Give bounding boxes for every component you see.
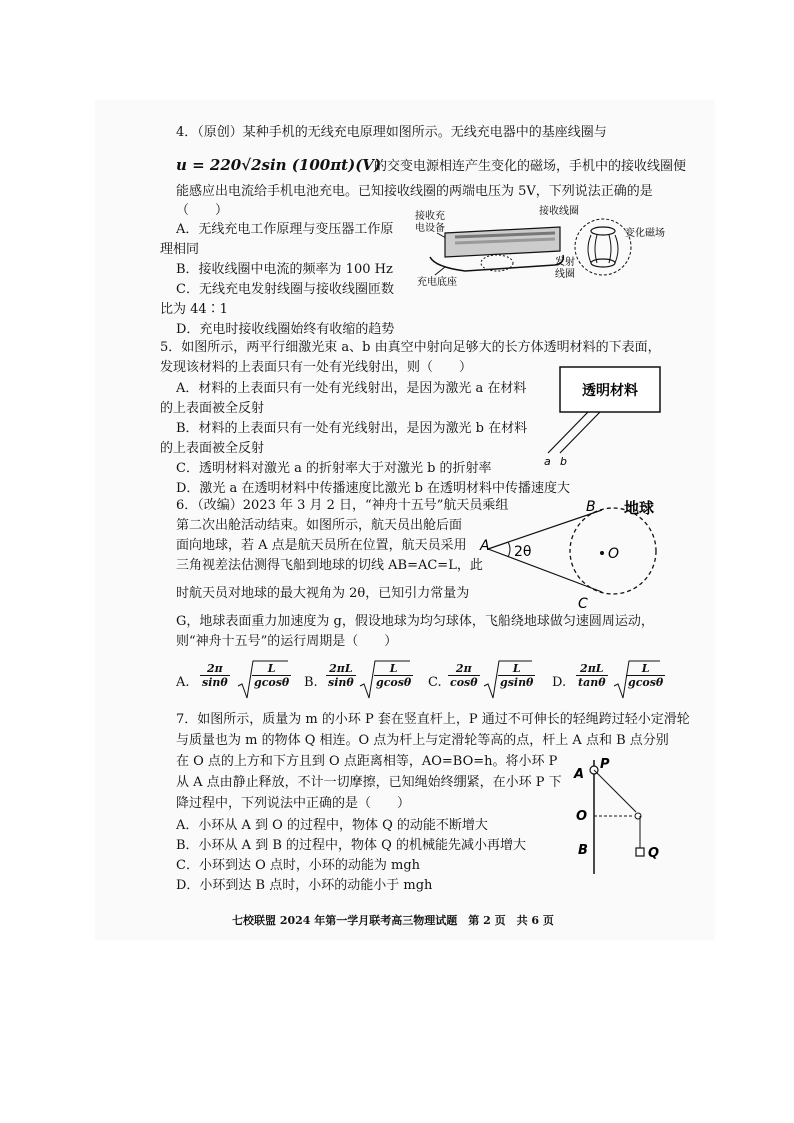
q6-option-a-rden: gcosθ bbox=[254, 676, 290, 689]
q5-option-c: C．透明材料对激光 a 的折射率大于对激光 b 的折射率 bbox=[176, 461, 492, 476]
q4-recv-coil bbox=[591, 227, 615, 235]
q4-formula: u = 220√2sin (100πt)(V) bbox=[176, 156, 382, 174]
q7-rope-diagonal bbox=[594, 770, 636, 812]
q6-option-b-root bbox=[374, 662, 413, 689]
q5-option-b-line1: B．材料的上表面只有一处有光线射出，是因为激光 b 在材料 bbox=[176, 421, 528, 436]
q7-label-a: A bbox=[574, 767, 585, 782]
q5-option-a-line1: A．材料的上表面只有一处有光线射出，是因为激光 a 在材料 bbox=[176, 381, 527, 396]
q5-option-a-line2: 的上表面被全反射 bbox=[160, 401, 265, 416]
q6-option-c-root bbox=[498, 662, 535, 689]
q4-option-a-line2: 理相同 bbox=[160, 242, 200, 257]
q4-base bbox=[430, 255, 563, 271]
q6-label-angle: 2θ bbox=[514, 544, 532, 560]
q6-option-a-letter: A. bbox=[176, 675, 190, 690]
q6-line7: 则“神舟十五号”的运行周期是（ ） bbox=[176, 634, 398, 649]
q6-option-b-fraction bbox=[326, 662, 356, 689]
q5-option-d: D．激光 a 在透明材料中传播速度比激光 b 在透明材料中传播速度大 bbox=[176, 481, 571, 496]
q7-pulley-figure bbox=[570, 756, 670, 876]
q6-line4: 三角视差法估测得飞船到地球的切线 AB=AC=L，此 bbox=[176, 558, 483, 573]
q6-option-b-num: 2πL bbox=[326, 662, 356, 676]
q7-line2: 与质量也为 m 的物体 Q 相连。O 点为杆上与定滑轮等高的点，杆上 A 点和 B 点分别 bbox=[176, 733, 669, 748]
q5-label-b: b bbox=[560, 455, 567, 468]
q7-option-c: C．小环到达 O 点时，小环的动能为 mgh bbox=[176, 858, 421, 873]
q6-option-c-den: cosθ bbox=[450, 676, 478, 689]
q4-label-recv: 接收线圈 bbox=[539, 206, 579, 217]
q6-option-d-rnum: L bbox=[626, 662, 665, 676]
q4-stem-line1: 4．（原创）某种手机的无线充电原理如图所示。无线充电器中的基座线圈与 bbox=[176, 125, 607, 140]
q6-center-dot bbox=[600, 551, 604, 555]
q7-label-o: O bbox=[576, 809, 588, 824]
q4-label-field: 变化磁场 bbox=[625, 228, 665, 239]
q4-label-emit-1: 发射 bbox=[555, 257, 575, 268]
q6-line1: 6．（改编）2023 年 3 月 2 日，“神舟十五号”航天员乘组 bbox=[176, 498, 509, 513]
q6-earth-figure bbox=[478, 496, 678, 614]
q5-beam-a bbox=[548, 412, 588, 453]
q6-line5: 时航天员对地球的最大视角为 2θ，已知引力常量为 bbox=[176, 586, 470, 601]
q6-option-d-num: 2πL bbox=[576, 662, 608, 676]
q4-option-c-line2: 比为 44∶1 bbox=[160, 302, 228, 317]
q6-line3: 面向地球，若 A 点是航天员所在位置，航天员采用 bbox=[176, 538, 467, 553]
q4-charger-figure bbox=[405, 205, 675, 295]
q6-option-b-rnum: L bbox=[374, 662, 413, 676]
q6-label-c: C bbox=[578, 596, 588, 612]
q6-option-d-letter: D. bbox=[552, 675, 567, 690]
q4-label-phone-1: 接收充 bbox=[415, 211, 445, 222]
q6-option-a-root bbox=[252, 662, 291, 689]
q6-option-c-rden: gsinθ bbox=[500, 676, 534, 689]
q6-tangent-ab bbox=[488, 510, 602, 549]
q7-option-d: D．小环到达 B 点时，小环的动能小于 mgh bbox=[176, 878, 433, 893]
q5-beam-b bbox=[560, 412, 600, 453]
q7-label-q: Q bbox=[648, 846, 660, 861]
q6-option-d-root bbox=[626, 662, 665, 689]
q6-option-a-fraction bbox=[200, 662, 230, 689]
q7-line4: 从 A 点由静止释放，不计一切摩擦，已知绳始终绷紧，在小环 P 下 bbox=[176, 775, 562, 790]
q4-label-phone-2: 电设备 bbox=[415, 223, 445, 234]
q4-leader-base bbox=[435, 267, 445, 275]
q6-option-b-den: sinθ bbox=[328, 676, 354, 689]
q6-option-c-num: 2π bbox=[448, 662, 480, 676]
q7-line1: 7．如图所示，质量为 m 的小环 P 套在竖直杆上，P 通过不可伸长的轻绳跨过轻小定滑轮 bbox=[176, 712, 690, 727]
q6-option-c-rnum: L bbox=[498, 662, 535, 676]
q7-line3: 在 O 点的上方和下方且到 O 点距离相等，AO=BO=h。将小环 P bbox=[176, 754, 558, 769]
q6-option-d-fraction bbox=[576, 662, 608, 689]
q4-option-d: D．充电时接收线圈始终有收缩的趋势 bbox=[176, 322, 395, 337]
q4-option-a-line1: A．无线充电工作原理与变压器工作原 bbox=[176, 222, 394, 237]
q5-label-a: a bbox=[544, 455, 551, 468]
q6-label-a: A bbox=[480, 538, 490, 554]
q6-option-b-rden: gcosθ bbox=[376, 676, 412, 689]
q6-option-c-fraction bbox=[448, 662, 480, 689]
q7-label-b: B bbox=[578, 843, 588, 858]
q4-label-base: 充电底座 bbox=[417, 277, 457, 288]
q4-emit-coil bbox=[591, 259, 615, 267]
q7-option-a: A．小环从 A 到 O 的过程中，物体 Q 的动能不断增大 bbox=[176, 818, 488, 833]
q6-line2: 第二次出舱活动结束。如图所示，航天员出舱后面 bbox=[176, 518, 463, 533]
q6-option-b-letter: B. bbox=[304, 675, 318, 690]
q4-stem-line3: 能感应出电流给手机电池充电。已知接收线圈的两端电压为 5V，下列说法正确的是 bbox=[176, 184, 653, 199]
q7-block-q bbox=[636, 848, 644, 856]
q4-option-b: B．接收线圈中电流的频率为 100 Hz bbox=[176, 262, 393, 277]
q4-option-c-line1: C．无线充电发射线圈与接收线圈匝数 bbox=[176, 282, 394, 297]
q6-option-d-den: tanθ bbox=[578, 676, 606, 689]
q6-label-o: O bbox=[608, 546, 620, 562]
q5-stem-line2: 发现该材料的上表面只有一处有光线射出，则（ ） bbox=[160, 360, 473, 375]
q7-line5: 降过程中，下列说法中正确的是（ ） bbox=[176, 796, 411, 811]
q5-laser-figure bbox=[530, 365, 670, 475]
q6-angle-arc bbox=[508, 542, 510, 557]
q6-line6: G，地球表面重力加速度为 g，假设地球为均匀球体，飞船绕地球做匀速圆周运动， bbox=[176, 614, 654, 629]
q5-stem-line1: 5．如图所示，两平行细激光束 a、b 由真空中射向足够大的长方体透明材料的下表面， bbox=[160, 340, 661, 355]
q6-label-earth: 地球 bbox=[624, 499, 655, 517]
q6-option-c-letter: C. bbox=[428, 675, 442, 690]
q4-answer-paren: （ ） bbox=[176, 203, 229, 218]
q5-material-label: 透明材料 bbox=[582, 383, 638, 399]
q6-label-b: B bbox=[586, 499, 596, 515]
q5-option-b-line2: 的上表面被全反射 bbox=[160, 441, 265, 456]
q6-option-a-den: sinθ bbox=[202, 676, 228, 689]
q4-stem-line2: 的交变电源相连产生变化的磁场，手机中的接收线圈便 bbox=[374, 159, 687, 174]
page-footer: 七校联盟 2024 年第一学月联考高三物理试题 第 2 页 共 6 页 bbox=[232, 914, 554, 927]
q7-option-b: B．小环从 A 到 B 的过程中，物体 Q 的机械能先减小再增大 bbox=[176, 838, 526, 853]
q4-label-emit-2: 线圈 bbox=[555, 269, 575, 280]
q6-option-d-rden: gcosθ bbox=[628, 676, 664, 689]
q6-tangent-ac bbox=[488, 549, 602, 592]
q6-option-a-rnum: L bbox=[252, 662, 291, 676]
q6-option-a-num: 2π bbox=[200, 662, 230, 676]
q7-label-p: P bbox=[600, 757, 610, 772]
